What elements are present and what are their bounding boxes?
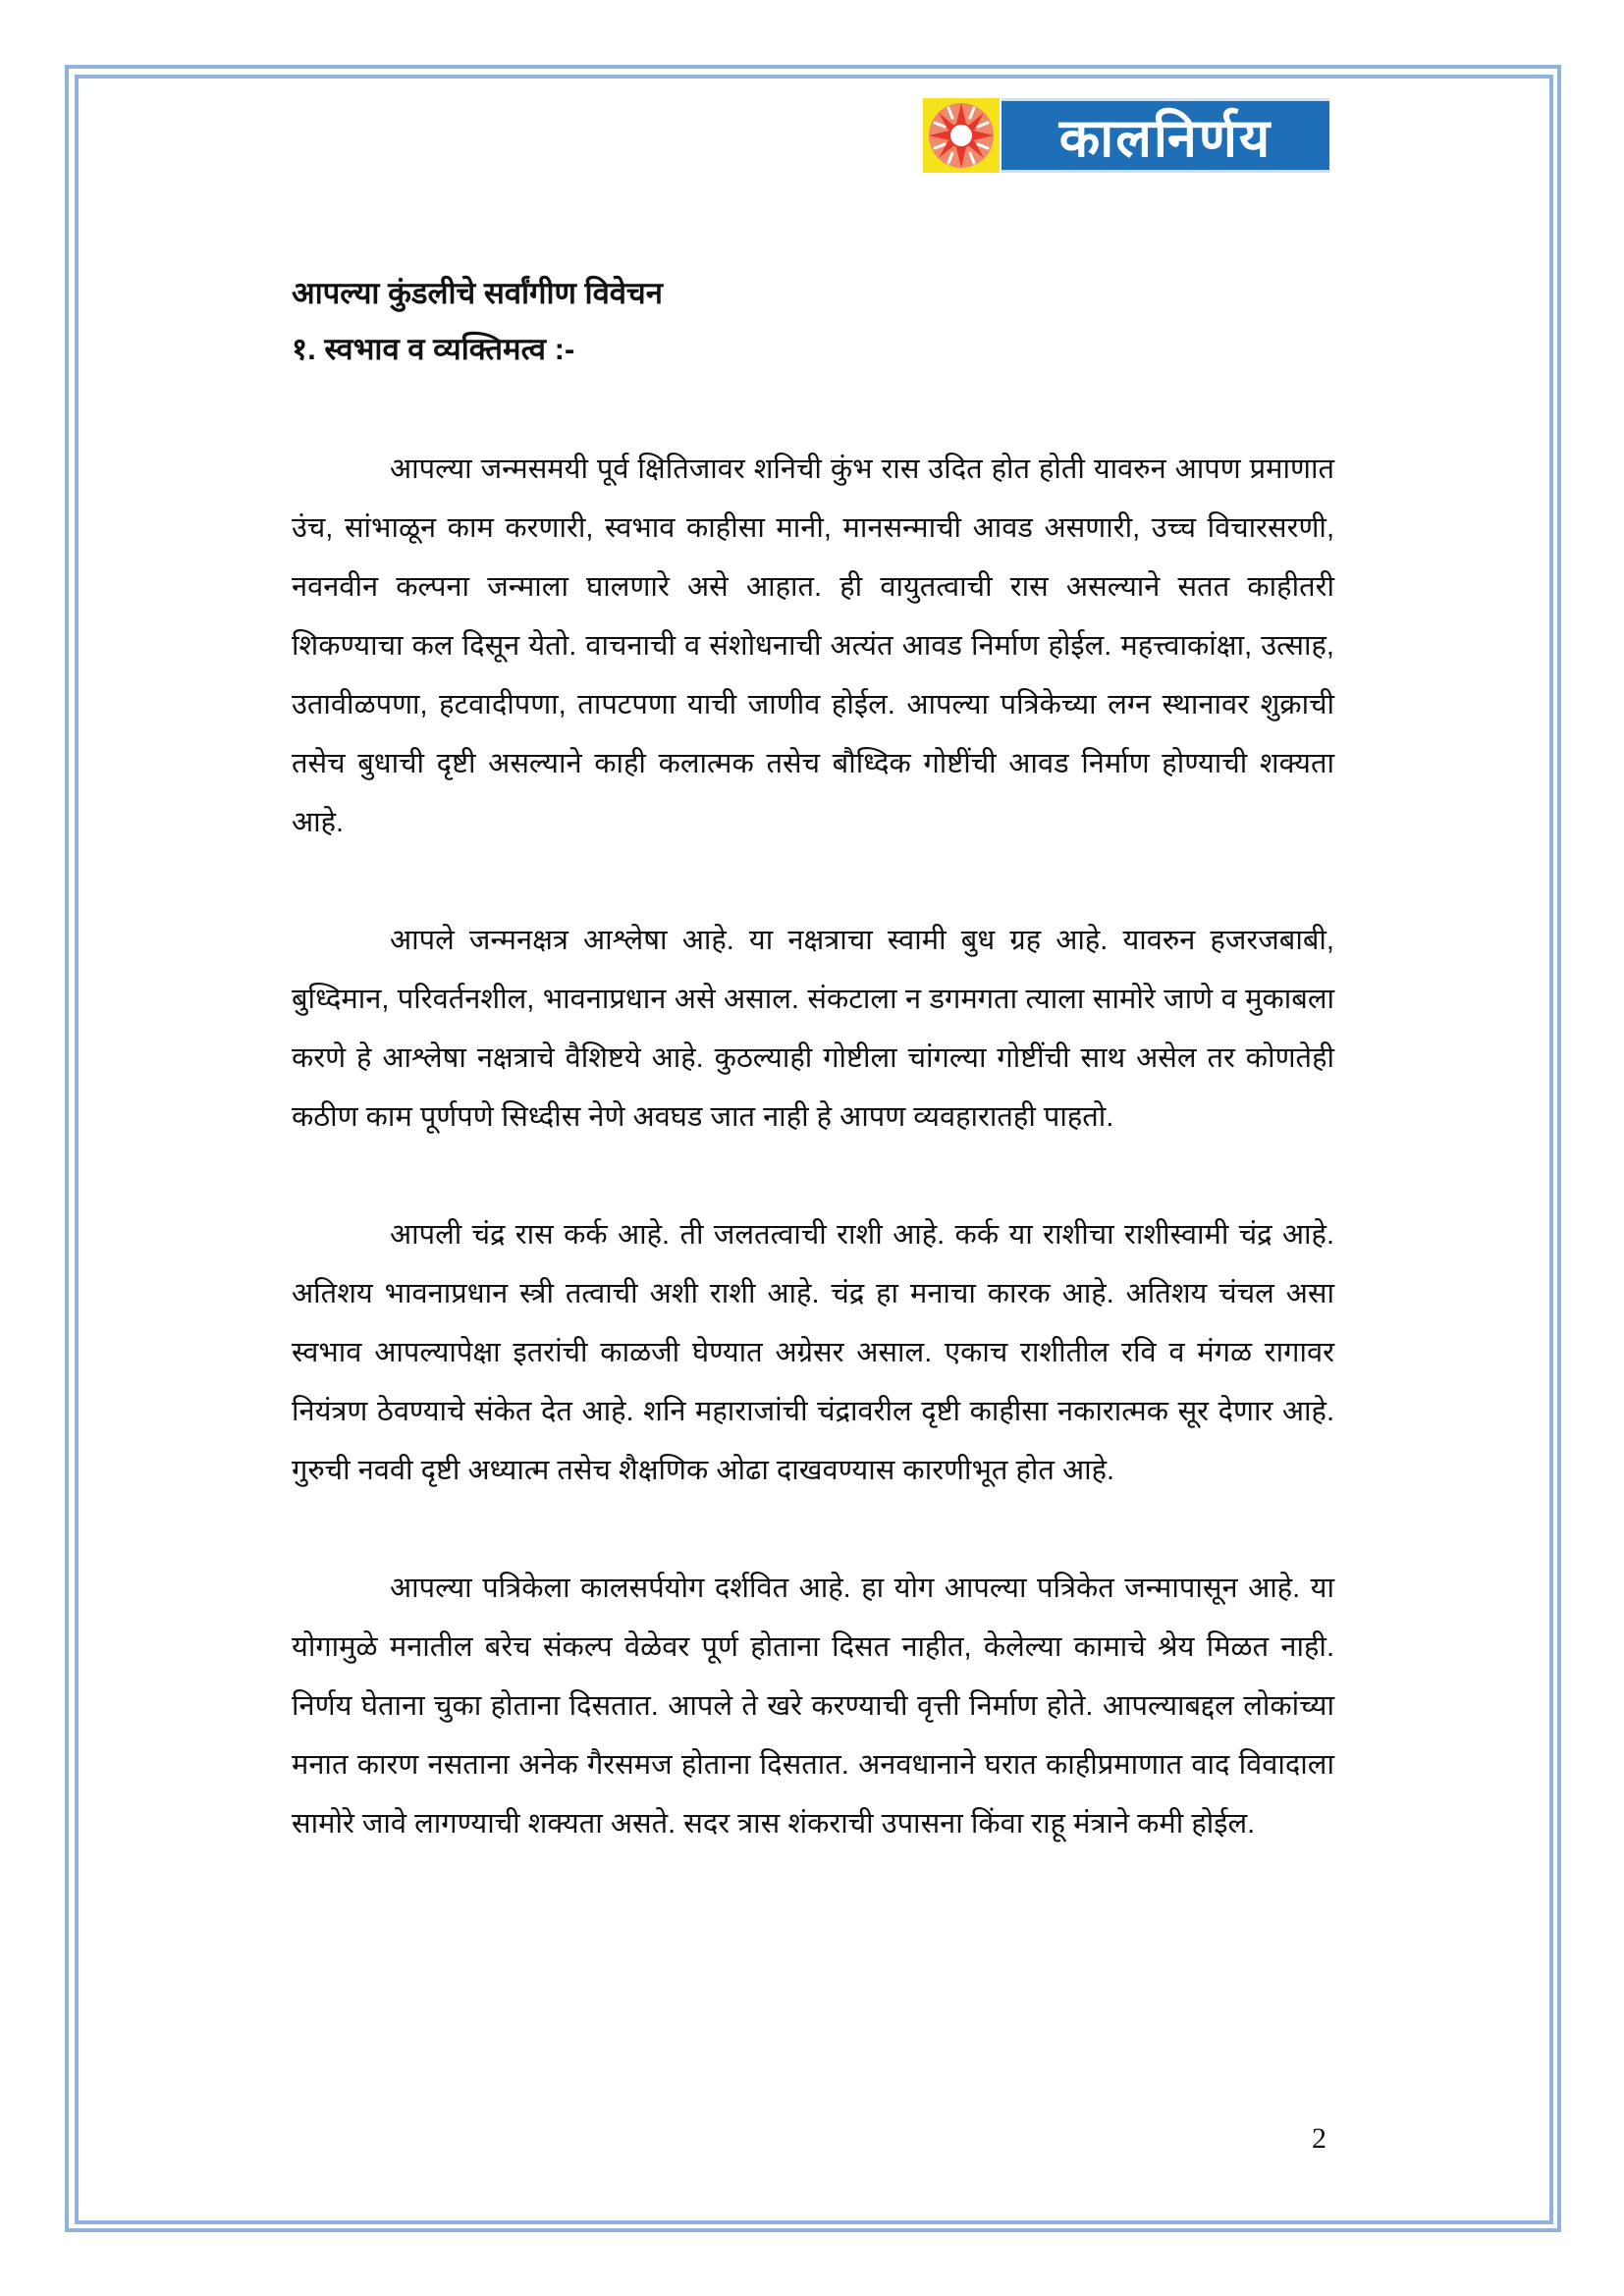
page-number: 2 [1312,2122,1326,2155]
paragraph-nakshatra: आपले जन्मनक्षत्र आश्लेषा आहे. या नक्षत्राचा स्वामी बुध ग्रह आहे. यावरुन हजरजबाबी, बुध्दिमान, परिवर्तनशील, भावनाप्रधान असे असाल. संकटाला न डगमगता त्याला सामोरे जाणे व मुकाबला करणे हे आश्लेषा नक्षत्राचे वैशिष्टये आहे. कुठल्याही गोष्टीला चांगल्या गोष्टींची साथ असेल तर कोणतेही कठीण काम पूर्णपणे सिध्दीस नेणे अवघड जात नाही हे आपण व्यवहारातही पाहतो. [292,925,1334,1133]
kalnirnay-logo [923,98,1329,173]
logo-brand-text: कालनिर्णय [1058,107,1272,169]
document-title: आपल्या कुंडलीचे सर्वांगीण विवेचन [292,276,663,310]
logo-banner [1001,98,1329,173]
paragraph-ascendant: आपल्या जन्मसमयी पूर्व क्षितिजावर शनिची कुंभ रास उदित होत होती यावरुन आपण प्रमाणात उंच, सांभाळून काम करणारी, स्वभाव काहीसा मानी, मानसन्माची आवड असणारी, उच्च विचारसरणी, नवनवीन कल्पना जन्माला घालणारे असे आहात. ही वायुतत्वाची रास असल्याने सतत काहीतरी शिकण्याचा कल दिसून येतो. वाचनाची व संशोधनाची अत्यंत आवड निर्माण होईल. महत्त्वाकांक्षा, उत्साह, उतावीळपणा, हटवादीपणा, तापटपणा याची जाणीव होईल. आपल्या पत्रिकेच्या लग्न स्थानावर शुक्राची तसेच बुधाची दृष्टी असल्याने काही कलात्मक तसेच बौध्दिक गोष्टींची आवड निर्माण होण्याची शक्यता आहे. [292,454,1335,838]
document-body [292,265,1334,1853]
paragraph-kalsarpa-yog: आपल्या पत्रिकेला कालसर्पयोग दर्शवित आहे. हा योग आपल्या पत्रिकेत जन्मापासून आहे. या योगामुळे मनातील बरेच संकल्प वेळेवर पूर्ण होताना दिसत नाहीत, केलेल्या कामाचे श्रेय मिळत नाही. निर्णय घेताना चुका होताना दिसतात. आपले ते खरे करण्याची वृत्ती निर्माण होते. आपल्याबद्दल लोकांच्या मनात कारण नसताना अनेक गैरसमज होताना दिसतात. अनवधानाने घरात काहीप्रमाणात वाद विवादाला सामोरे जावे लागण्याची शक्यता असते. सदर त्रास शंकराची उपासना किंवा राहू मंत्राने कमी होईल. [292,1573,1334,1840]
section-heading: १. स्वभाव व व्यक्तिमत्व :- [292,332,575,366]
paragraph-moon-sign: आपली चंद्र रास कर्क आहे. ती जलतत्वाची राशी आहे. कर्क या राशीचा राशीस्वामी चंद्र आहे. अतिशय भावनाप्रधान स्त्री तत्वाची अशी राशी आहे. चंद्र हा मनाचा कारक आहे. अतिशय चंचल असा स्वभाव आपल्यापेक्षा इतरांची काळजी घेण्यात अग्रेसर असाल. एकाच राशीतील रवि व मंगळ रागावर नियंत्रण ठेवण्याचे संकेत देत आहे. शनि महाराजांची चंद्रावरील दृष्टी काहीसा नकारात्मक सूर देणार आहे. गुरुची नववी दृष्टी अध्यात्म तसेच शैक्षणिक ओढा दाखवण्यास कारणीभूत होत आहे. [292,1219,1334,1486]
sun-emblem-icon [923,98,1000,173]
